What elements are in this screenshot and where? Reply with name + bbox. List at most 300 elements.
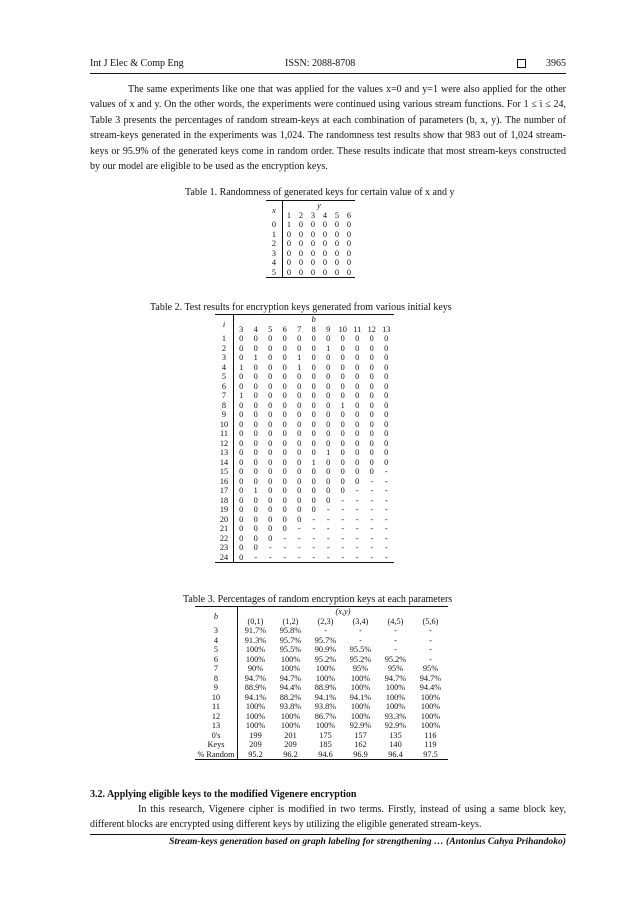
table-row (215, 515, 394, 525)
table-cell: - (370, 543, 374, 552)
table-cell: 100% (350, 683, 371, 692)
table-cell: 0 (253, 381, 258, 391)
table-cell: 116 (424, 730, 437, 740)
table-cell: 0 (311, 505, 316, 514)
table-cell: 0 (369, 334, 374, 343)
table-cell: 0 (326, 362, 331, 372)
row-key: 15 (219, 467, 229, 476)
column-header: 1 (283, 211, 296, 221)
table-cell: 1 (253, 486, 258, 495)
row-key: 2 (221, 343, 227, 353)
table-cell: 0 (384, 391, 389, 400)
table-cell: 1 (297, 362, 302, 372)
table-cell: 0 (369, 372, 374, 381)
column-header: 6 (282, 324, 287, 334)
table-cell: 0 (369, 381, 374, 391)
table-cell: 0 (355, 448, 360, 457)
table-row (266, 230, 355, 240)
table-cell: - (384, 533, 388, 543)
table-cell: 95.2 (238, 750, 274, 760)
table-cell: 0 (282, 362, 287, 372)
table-cell: 0 (334, 248, 340, 258)
table-row (195, 636, 448, 646)
table-cell: 0 (253, 476, 258, 486)
row-key: 13 (211, 721, 221, 730)
table-cell: - (326, 514, 330, 524)
table-cell: - (312, 524, 316, 533)
table-cell: - (370, 533, 374, 543)
table-cell: 0 (340, 362, 345, 372)
table-cell: 100% (385, 692, 406, 702)
table-cell: - (341, 533, 345, 543)
row-key: 16 (219, 476, 229, 486)
table-cell: - (359, 626, 362, 635)
table-cell: - (394, 635, 397, 645)
row-key: 2 (271, 239, 277, 248)
table-cell: 92.9% (384, 721, 407, 730)
table-cell: 100% (238, 712, 274, 722)
table-cell: 135 (389, 730, 402, 740)
header-rule (90, 73, 566, 74)
row-key: 9 (213, 683, 219, 692)
table-cell: 0 (311, 334, 316, 343)
table-cell: 0 (268, 467, 273, 476)
table-cell: 0 (346, 220, 352, 229)
table-cell: - (278, 553, 293, 563)
table-cell: 0 (297, 486, 302, 495)
table-cell: 1 (234, 391, 249, 401)
table-cell: - (268, 543, 272, 552)
row-key: 12 (211, 711, 221, 721)
table-cell: 0 (326, 381, 331, 391)
table-cell: 0 (369, 438, 374, 448)
table-cell: 175 (319, 730, 332, 740)
table-cell: 0 (253, 429, 258, 438)
table-cell: 0 (282, 372, 287, 381)
table-cell: 88.9% (314, 683, 337, 692)
table-cell: 0 (322, 258, 328, 267)
table-cell: 0 (282, 467, 287, 476)
table-row (266, 249, 355, 259)
table-cell: - (297, 533, 301, 543)
table-cell: 0 (311, 372, 316, 381)
table-row (195, 655, 448, 665)
table-cell: 0 (268, 448, 273, 457)
table-row (195, 693, 448, 703)
page-number: 3965 (546, 58, 566, 69)
table-cell: - (384, 543, 388, 552)
table-cell: 0 (234, 524, 249, 534)
table-cell: - (326, 505, 330, 514)
table-cell: 0 (311, 476, 316, 486)
row-key: 21 (219, 524, 229, 533)
table-cell: 0 (268, 524, 273, 533)
table-cell: 1 (311, 457, 316, 467)
table-cell: 94.7% (384, 673, 407, 683)
table-cell: 0 (326, 429, 331, 438)
table-cell: 0 (384, 343, 389, 353)
table-row (195, 721, 448, 731)
table-cell: 0 (282, 495, 287, 505)
table-cell: 0 (268, 334, 273, 343)
table-cell: 94.7% (419, 673, 442, 683)
row-key: 4 (213, 635, 219, 645)
table-cell: 0 (355, 467, 360, 476)
table-cell: 0 (297, 381, 302, 391)
table-cell: 0 (340, 448, 345, 457)
table-cell: 0 (268, 514, 273, 524)
table-cell: 157 (354, 730, 367, 740)
table-cell: 0 (234, 515, 249, 525)
table-cell: 0 (334, 239, 340, 248)
table-cell: 0 (334, 220, 340, 229)
table-cell: 0 (310, 248, 316, 258)
table-cell: 0 (282, 448, 287, 457)
table-cell: 0 (369, 343, 374, 353)
table-cell: 1 (340, 400, 345, 410)
table-cell: 0 (322, 220, 328, 229)
table-cell: 0 (282, 353, 287, 362)
row-key: 3 (221, 353, 227, 362)
column-header: 3 (310, 210, 316, 220)
table-cell: 0 (346, 239, 352, 248)
table-cell: 0 (282, 505, 287, 514)
column-header: (3,4) (352, 616, 369, 626)
table-cell: 0 (310, 239, 316, 248)
table-cell: 94.1% (238, 693, 274, 703)
table-cell: - (341, 514, 345, 524)
table-row (215, 391, 394, 401)
table-cell: - (355, 514, 359, 524)
table-cell: 0 (340, 438, 345, 448)
table-cell: - (297, 524, 301, 533)
table-cell: 0 (253, 410, 258, 419)
table-cell: 100% (238, 721, 274, 731)
table-cell: 0 (253, 467, 258, 476)
table-cell: 0 (282, 429, 287, 438)
table-cell: 0 (326, 372, 331, 381)
table-cell: 119 (424, 740, 437, 749)
row-key: 5 (266, 268, 283, 278)
table-cell: 0 (298, 239, 304, 248)
table-cell: 0 (334, 229, 340, 239)
table-cell: 0 (253, 543, 258, 552)
table-cell: 95.5% (349, 645, 372, 654)
row-label-header: b (195, 607, 238, 627)
table-cell: 0 (297, 505, 302, 514)
table-cell: - (379, 553, 394, 563)
column-header: 10 (338, 324, 347, 334)
table-cell: 0 (369, 467, 374, 476)
table-cell: 93.3% (384, 711, 407, 721)
row-key: 8 (213, 673, 219, 683)
column-header: 8 (311, 324, 316, 334)
table-cell: 0 (234, 382, 249, 392)
row-key: 5 (221, 372, 227, 381)
table-cell: 100% (280, 711, 301, 721)
section-heading: 3.2. Applying eligible keys to the modified Vigenere encryption (90, 789, 357, 800)
row-key: 1 (271, 229, 277, 239)
table-cell: 0 (326, 419, 331, 429)
table-row (215, 543, 394, 553)
table-cell: 0 (234, 534, 249, 544)
table-row (195, 731, 448, 741)
table-cell: 0 (268, 372, 273, 381)
table-row (266, 239, 355, 249)
table-cell: 0 (268, 410, 273, 419)
table-cell: 0 (355, 400, 360, 410)
table-cell: 93.8% (279, 702, 302, 711)
table-cell: - (365, 553, 380, 563)
table-cell: 0 (340, 419, 345, 429)
column-header: 11 (353, 324, 362, 334)
table-row (195, 683, 448, 693)
row-key: 24 (215, 553, 234, 563)
table-cell: 0 (384, 419, 389, 429)
table-cell: 0 (311, 438, 316, 448)
table-cell: 0 (355, 438, 360, 448)
table-cell: 0 (253, 514, 258, 524)
running-header (90, 58, 566, 69)
table-cell: 0 (253, 419, 258, 429)
table-row (215, 505, 394, 515)
column-header: 4 (253, 324, 258, 334)
table-row (195, 626, 448, 636)
column-group-header: b (234, 315, 394, 325)
table-cell: 95.2% (384, 654, 407, 664)
column-header: 2 (298, 210, 304, 220)
table-cell: 0 (307, 268, 319, 278)
table-row (215, 496, 394, 506)
table-row (215, 553, 394, 563)
table-row (215, 486, 394, 496)
table-cell: 0 (384, 457, 389, 467)
table-row (266, 220, 355, 230)
table-cell: 199 (238, 731, 274, 741)
table-row (215, 363, 394, 373)
table-cell: 0 (283, 268, 296, 278)
table-row (195, 674, 448, 684)
table-cell: 0 (234, 486, 249, 496)
table-cell: 0 (311, 410, 316, 419)
table-cell: 0 (282, 476, 287, 486)
table-cell: 0 (340, 353, 345, 362)
running-footer: Stream-keys generation based on graph labeling for strengthening … (Antonius Cahya Prihandoko) (169, 836, 566, 847)
table-cell: 0 (355, 391, 360, 400)
table-cell: 0 (384, 429, 389, 438)
table-cell: 0 (355, 372, 360, 381)
table-cell: 100% (315, 721, 336, 730)
table-cell: 0 (384, 334, 389, 343)
table-cell: 0 (355, 476, 360, 486)
table-cell: 0 (234, 543, 249, 553)
table-cell: 0 (340, 429, 345, 438)
column-header: 13 (382, 324, 391, 334)
table-cell: - (283, 533, 287, 543)
column-header: 5 (268, 324, 273, 334)
table-cell: 0 (311, 400, 316, 410)
row-key: 13 (219, 448, 229, 457)
table-cell: - (312, 543, 316, 552)
row-key: 7 (221, 391, 227, 400)
table-cell: 0 (340, 410, 345, 419)
table-cell: 0 (369, 410, 374, 419)
row-key: 23 (219, 543, 229, 552)
table-cell: - (321, 553, 336, 563)
table-cell: 0 (340, 381, 345, 391)
table-cell: 0 (268, 533, 273, 543)
column-header: (0,1) (238, 617, 274, 627)
table-cell: - (341, 524, 345, 533)
table-cell: 0 (310, 220, 316, 229)
table-cell: 0 (334, 258, 340, 267)
table-cell: 86.7% (314, 711, 337, 721)
table-cell: 100% (238, 645, 274, 655)
table-cell: 0 (283, 249, 296, 259)
table-cell: 100% (315, 673, 336, 683)
table-cell: 0 (234, 410, 249, 420)
table-cell: 0 (268, 362, 273, 372)
table-cell: 0 (355, 429, 360, 438)
table-cell: - (249, 553, 264, 563)
table-cell: 0 (282, 514, 287, 524)
table-cell: 0 (369, 429, 374, 438)
table-cell: 0 (234, 467, 249, 477)
table-cell: 201 (284, 730, 297, 740)
table-cell: 94.1% (349, 692, 372, 702)
table-cell: 100% (350, 702, 371, 711)
table-cell: 162 (354, 740, 367, 749)
table-cell: 100% (350, 711, 371, 721)
table-cell: 0 (311, 429, 316, 438)
column-header: (4,5) (387, 616, 404, 626)
table-cell: 0 (297, 514, 302, 524)
table-cell: 0 (234, 477, 249, 487)
table-cell: - (370, 486, 374, 495)
table-cell: - (292, 553, 307, 563)
table-cell: 0 (311, 381, 316, 391)
table-cell: - (326, 543, 330, 552)
table-cell: 0 (311, 343, 316, 353)
table-cell: 0 (234, 553, 249, 563)
table-cell: 0 (295, 268, 307, 278)
table-cell: 90.9% (314, 645, 337, 654)
table-cell: 209 (284, 740, 297, 749)
row-key: 19 (219, 505, 229, 514)
row-key: 18 (219, 495, 229, 505)
table-cell: 0 (322, 239, 328, 248)
table-cell: 0 (369, 419, 374, 429)
table-row (215, 448, 394, 458)
column-group-header: (x,y) (238, 607, 449, 617)
table-cell: 0 (326, 467, 331, 476)
table-cell: - (384, 467, 388, 476)
table-cell: 96.2 (273, 750, 308, 760)
table-cell: 0 (297, 467, 302, 476)
row-key: 4 (221, 362, 227, 372)
table-cell: 0 (268, 505, 273, 514)
table-cell: - (355, 524, 359, 533)
table-cell: 0 (282, 410, 287, 419)
table-cell: 0 (283, 258, 296, 268)
table-cell: - (384, 476, 388, 486)
table-cell: 0 (234, 505, 249, 515)
table-cell: 0 (268, 438, 273, 448)
table-cell: 100% (385, 683, 406, 692)
table-cell: 0 (326, 438, 331, 448)
table-cell: - (384, 505, 388, 514)
table-cell: 0 (297, 343, 302, 353)
table-cell: 95.2% (314, 654, 337, 664)
table-cell: 209 (238, 740, 274, 750)
table-row (195, 702, 448, 712)
table-cell: 0 (297, 476, 302, 486)
table-cell: - (429, 654, 432, 664)
table-cell: 0 (384, 381, 389, 391)
column-header: 12 (367, 324, 376, 334)
table-cell: 0 (297, 391, 302, 400)
table-row (215, 353, 394, 363)
table-cell: 0 (253, 448, 258, 457)
table-cell: 100% (280, 654, 301, 664)
row-key: 20 (219, 514, 229, 524)
table-cell: 0 (297, 410, 302, 419)
table-cell: 94.1% (314, 692, 337, 702)
table-cell: - (355, 486, 359, 495)
table-cell: 0 (282, 419, 287, 429)
row-label-header: x (266, 201, 283, 221)
table-row (195, 740, 448, 750)
table-cell: 0 (384, 362, 389, 372)
table-cell: - (350, 553, 365, 563)
table-cell: 0 (369, 448, 374, 457)
table-cell: 0 (331, 268, 343, 278)
table-cell: 0 (326, 457, 331, 467)
table-cell: 0 (340, 476, 345, 486)
table-cell: - (341, 495, 345, 505)
table-cell: 0 (268, 495, 273, 505)
footer-rule (90, 834, 566, 835)
table-cell: 0 (253, 372, 258, 381)
column-header: (1,2) (282, 616, 299, 626)
table1 (266, 200, 355, 278)
table-cell: 88.9% (238, 683, 274, 693)
table-cell: 0 (234, 334, 249, 344)
row-key: % Random (195, 750, 238, 760)
table-cell: 0 (384, 410, 389, 419)
table-cell: - (429, 635, 432, 645)
table-cell: 0 (340, 391, 345, 400)
table-row (215, 534, 394, 544)
table-cell: 0 (268, 400, 273, 410)
table-row (195, 712, 448, 722)
table-cell: 0 (326, 334, 331, 343)
table-cell: 96.9 (343, 750, 378, 760)
table-cell: 0 (253, 505, 258, 514)
table-cell: 0 (268, 429, 273, 438)
column-header: 4 (322, 210, 328, 220)
table-cell: 0 (340, 343, 345, 353)
table-cell: 1 (326, 448, 331, 457)
table-cell: 0 (234, 439, 249, 449)
table-cell: 0 (282, 391, 287, 400)
table-cell: 93.8% (314, 702, 337, 711)
table-cell: - (355, 533, 359, 543)
table-cell: 100% (315, 664, 336, 673)
table-cell: - (297, 543, 301, 552)
table-cell: 0 (384, 372, 389, 381)
table-cell: 0 (346, 248, 352, 258)
